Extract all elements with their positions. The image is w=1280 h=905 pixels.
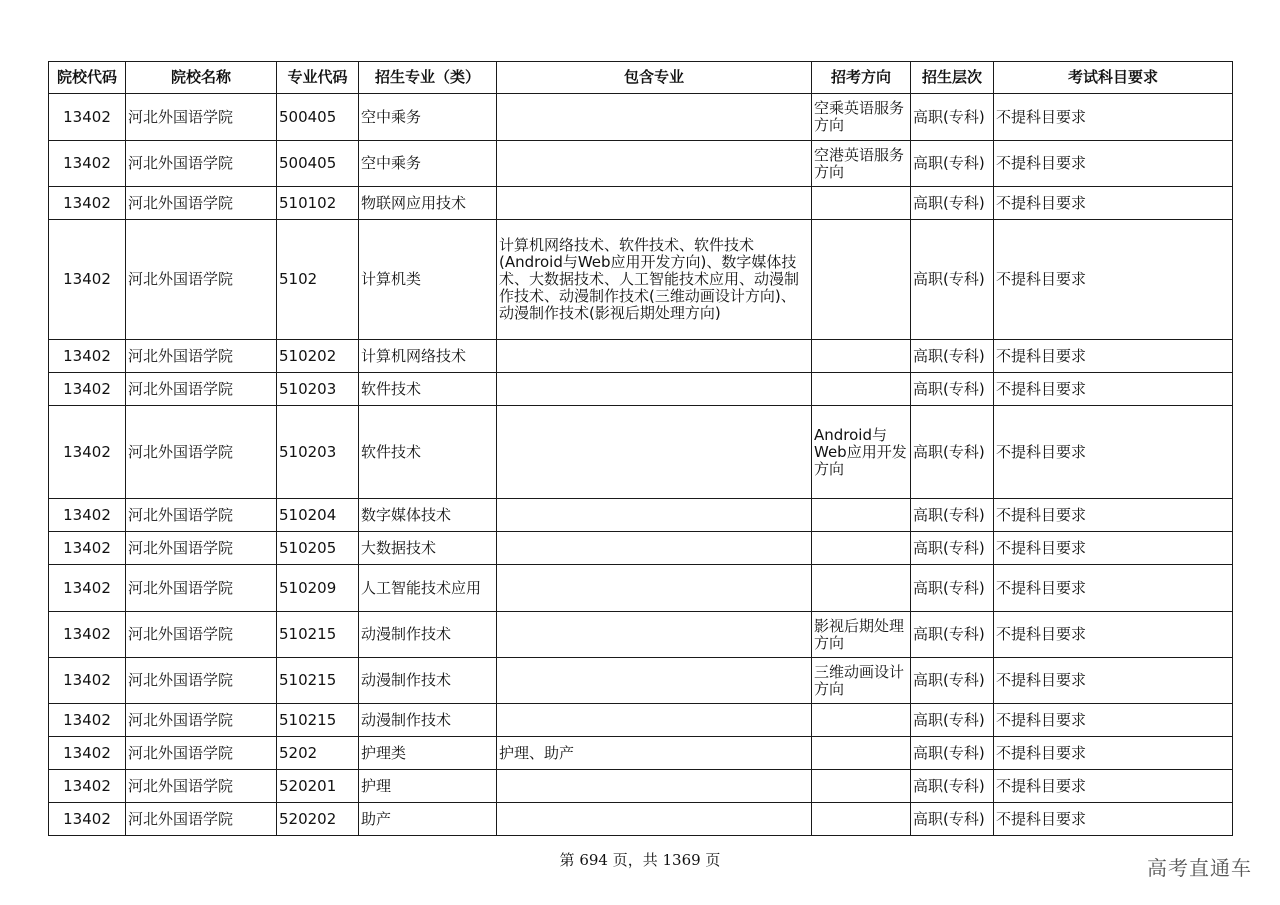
cell-level: 高职(专科) [911,803,994,836]
cell-direction [812,737,911,770]
cell-included-majors [497,770,812,803]
cell-major-code: 500405 [277,141,359,187]
cell-included-majors: 计算机网络技术、软件技术、软件技术(Android与Web应用开发方向)、数字媒体技术、大数据技术、人工智能技术应用、动漫制作技术、动漫制作技术(三维动画设计方向)、动漫制作技术(影视后期处理方向) [497,220,812,340]
cell-direction [812,340,911,373]
cell-subject-requirement: 不提科目要求 [994,565,1233,612]
cell-major-code: 510202 [277,340,359,373]
cell-major-name: 动漫制作技术 [359,704,497,737]
cell-school-code: 13402 [49,94,126,141]
admissions-table [48,61,1233,836]
cell-school-code: 13402 [49,565,126,612]
cell-subject-requirement: 不提科目要求 [994,187,1233,220]
cell-school-name: 河北外国语学院 [126,94,277,141]
cell-school-code: 13402 [49,704,126,737]
table-row [49,406,1233,499]
cell-subject-requirement: 不提科目要求 [994,94,1233,141]
page-number: 第 694 页，共 1369 页 [559,851,721,869]
table-row [49,499,1233,532]
watermark: 高考直通车 [1147,856,1252,880]
cell-major-name: 物联网应用技术 [359,187,497,220]
table-row [49,340,1233,373]
cell-school-name: 河北外国语学院 [126,612,277,658]
table-row [49,141,1233,187]
table-row [49,220,1233,340]
cell-included-majors [497,499,812,532]
cell-school-code: 13402 [49,658,126,704]
cell-school-name: 河北外国语学院 [126,532,277,565]
cell-school-name: 河北外国语学院 [126,220,277,340]
cell-school-code: 13402 [49,220,126,340]
cell-subject-requirement: 不提科目要求 [994,373,1233,406]
cell-school-name: 河北外国语学院 [126,406,277,499]
cell-school-name: 河北外国语学院 [126,704,277,737]
table-row [49,658,1233,704]
cell-level: 高职(专科) [911,220,994,340]
cell-included-majors [497,612,812,658]
cell-subject-requirement: 不提科目要求 [994,612,1233,658]
cell-school-code: 13402 [49,803,126,836]
cell-major-code: 510204 [277,499,359,532]
cell-major-code: 510102 [277,187,359,220]
cell-school-code: 13402 [49,532,126,565]
cell-subject-requirement: 不提科目要求 [994,704,1233,737]
cell-major-code: 510203 [277,373,359,406]
cell-direction: 空港英语服务方向 [812,141,911,187]
cell-school-name: 河北外国语学院 [126,770,277,803]
header-level: 招生层次 [911,62,994,94]
header-subject-requirement: 考试科目要求 [994,62,1233,94]
cell-major-name: 计算机类 [359,220,497,340]
table-row [49,532,1233,565]
cell-major-code: 510215 [277,704,359,737]
table-row [49,612,1233,658]
cell-school-code: 13402 [49,141,126,187]
cell-major-name: 软件技术 [359,373,497,406]
cell-subject-requirement: 不提科目要求 [994,803,1233,836]
cell-included-majors [497,340,812,373]
cell-direction [812,704,911,737]
cell-included-majors [497,658,812,704]
cell-included-majors [497,704,812,737]
cell-included-majors [497,141,812,187]
cell-major-name: 大数据技术 [359,532,497,565]
cell-included-majors: 护理、助产 [497,737,812,770]
cell-direction [812,499,911,532]
cell-level: 高职(专科) [911,187,994,220]
cell-major-code: 510215 [277,612,359,658]
cell-major-name: 动漫制作技术 [359,612,497,658]
cell-major-code: 510205 [277,532,359,565]
cell-included-majors [497,532,812,565]
cell-level: 高职(专科) [911,141,994,187]
table-row [49,803,1233,836]
cell-major-code: 520201 [277,770,359,803]
cell-level: 高职(专科) [911,94,994,141]
cell-level: 高职(专科) [911,532,994,565]
header-included-majors: 包含专业 [497,62,812,94]
cell-major-code: 510209 [277,565,359,612]
cell-level: 高职(专科) [911,499,994,532]
cell-direction: 影视后期处理方向 [812,612,911,658]
cell-subject-requirement: 不提科目要求 [994,532,1233,565]
cell-direction: Android与Web应用开发方向 [812,406,911,499]
cell-direction [812,220,911,340]
cell-school-name: 河北外国语学院 [126,737,277,770]
cell-direction: 三维动画设计方向 [812,658,911,704]
header-direction: 招考方向 [812,62,911,94]
cell-direction [812,565,911,612]
cell-direction [812,770,911,803]
cell-level: 高职(专科) [911,737,994,770]
cell-subject-requirement: 不提科目要求 [994,499,1233,532]
cell-major-code: 5102 [277,220,359,340]
cell-included-majors [497,187,812,220]
cell-major-name: 软件技术 [359,406,497,499]
cell-school-code: 13402 [49,612,126,658]
cell-direction [812,187,911,220]
cell-direction [812,803,911,836]
cell-major-name: 护理类 [359,737,497,770]
cell-major-code: 510203 [277,406,359,499]
cell-school-name: 河北外国语学院 [126,565,277,612]
cell-major-name: 空中乘务 [359,141,497,187]
cell-level: 高职(专科) [911,612,994,658]
cell-school-code: 13402 [49,187,126,220]
header-major: 招生专业（类） [359,62,497,94]
header-school-code: 院校代码 [49,62,126,94]
cell-major-name: 人工智能技术应用 [359,565,497,612]
cell-major-code: 500405 [277,94,359,141]
cell-school-name: 河北外国语学院 [126,499,277,532]
table-body [49,94,1233,836]
cell-major-code: 520202 [277,803,359,836]
cell-major-name: 助产 [359,803,497,836]
cell-level: 高职(专科) [911,373,994,406]
cell-subject-requirement: 不提科目要求 [994,406,1233,499]
cell-major-name: 空中乘务 [359,94,497,141]
cell-included-majors [497,803,812,836]
cell-major-name: 护理 [359,770,497,803]
cell-school-name: 河北外国语学院 [126,187,277,220]
cell-included-majors [497,406,812,499]
cell-level: 高职(专科) [911,565,994,612]
table-row [49,704,1233,737]
cell-subject-requirement: 不提科目要求 [994,340,1233,373]
cell-direction [812,373,911,406]
cell-school-name: 河北外国语学院 [126,658,277,704]
cell-level: 高职(专科) [911,340,994,373]
cell-included-majors [497,373,812,406]
cell-school-code: 13402 [49,737,126,770]
cell-direction: 空乘英语服务方向 [812,94,911,141]
table-row [49,94,1233,141]
cell-included-majors [497,565,812,612]
cell-subject-requirement: 不提科目要求 [994,658,1233,704]
cell-major-name: 计算机网络技术 [359,340,497,373]
cell-major-code: 5202 [277,737,359,770]
cell-level: 高职(专科) [911,704,994,737]
cell-subject-requirement: 不提科目要求 [994,770,1233,803]
cell-school-code: 13402 [49,499,126,532]
cell-subject-requirement: 不提科目要求 [994,141,1233,187]
cell-school-code: 13402 [49,373,126,406]
header-major-code: 专业代码 [277,62,359,94]
cell-level: 高职(专科) [911,658,994,704]
table-row [49,373,1233,406]
cell-subject-requirement: 不提科目要求 [994,220,1233,340]
cell-school-code: 13402 [49,340,126,373]
table-row [49,737,1233,770]
cell-level: 高职(专科) [911,406,994,499]
cell-school-name: 河北外国语学院 [126,141,277,187]
table-row [49,565,1233,612]
cell-direction [812,532,911,565]
table-header-row [49,62,1233,94]
cell-included-majors [497,94,812,141]
cell-major-code: 510215 [277,658,359,704]
cell-school-code: 13402 [49,770,126,803]
table-row [49,187,1233,220]
header-school-name: 院校名称 [126,62,277,94]
cell-school-name: 河北外国语学院 [126,373,277,406]
cell-school-name: 河北外国语学院 [126,803,277,836]
cell-major-name: 数字媒体技术 [359,499,497,532]
cell-subject-requirement: 不提科目要求 [994,737,1233,770]
cell-school-code: 13402 [49,406,126,499]
table-row [49,770,1233,803]
cell-level: 高职(专科) [911,770,994,803]
cell-major-name: 动漫制作技术 [359,658,497,704]
cell-school-name: 河北外国语学院 [126,340,277,373]
